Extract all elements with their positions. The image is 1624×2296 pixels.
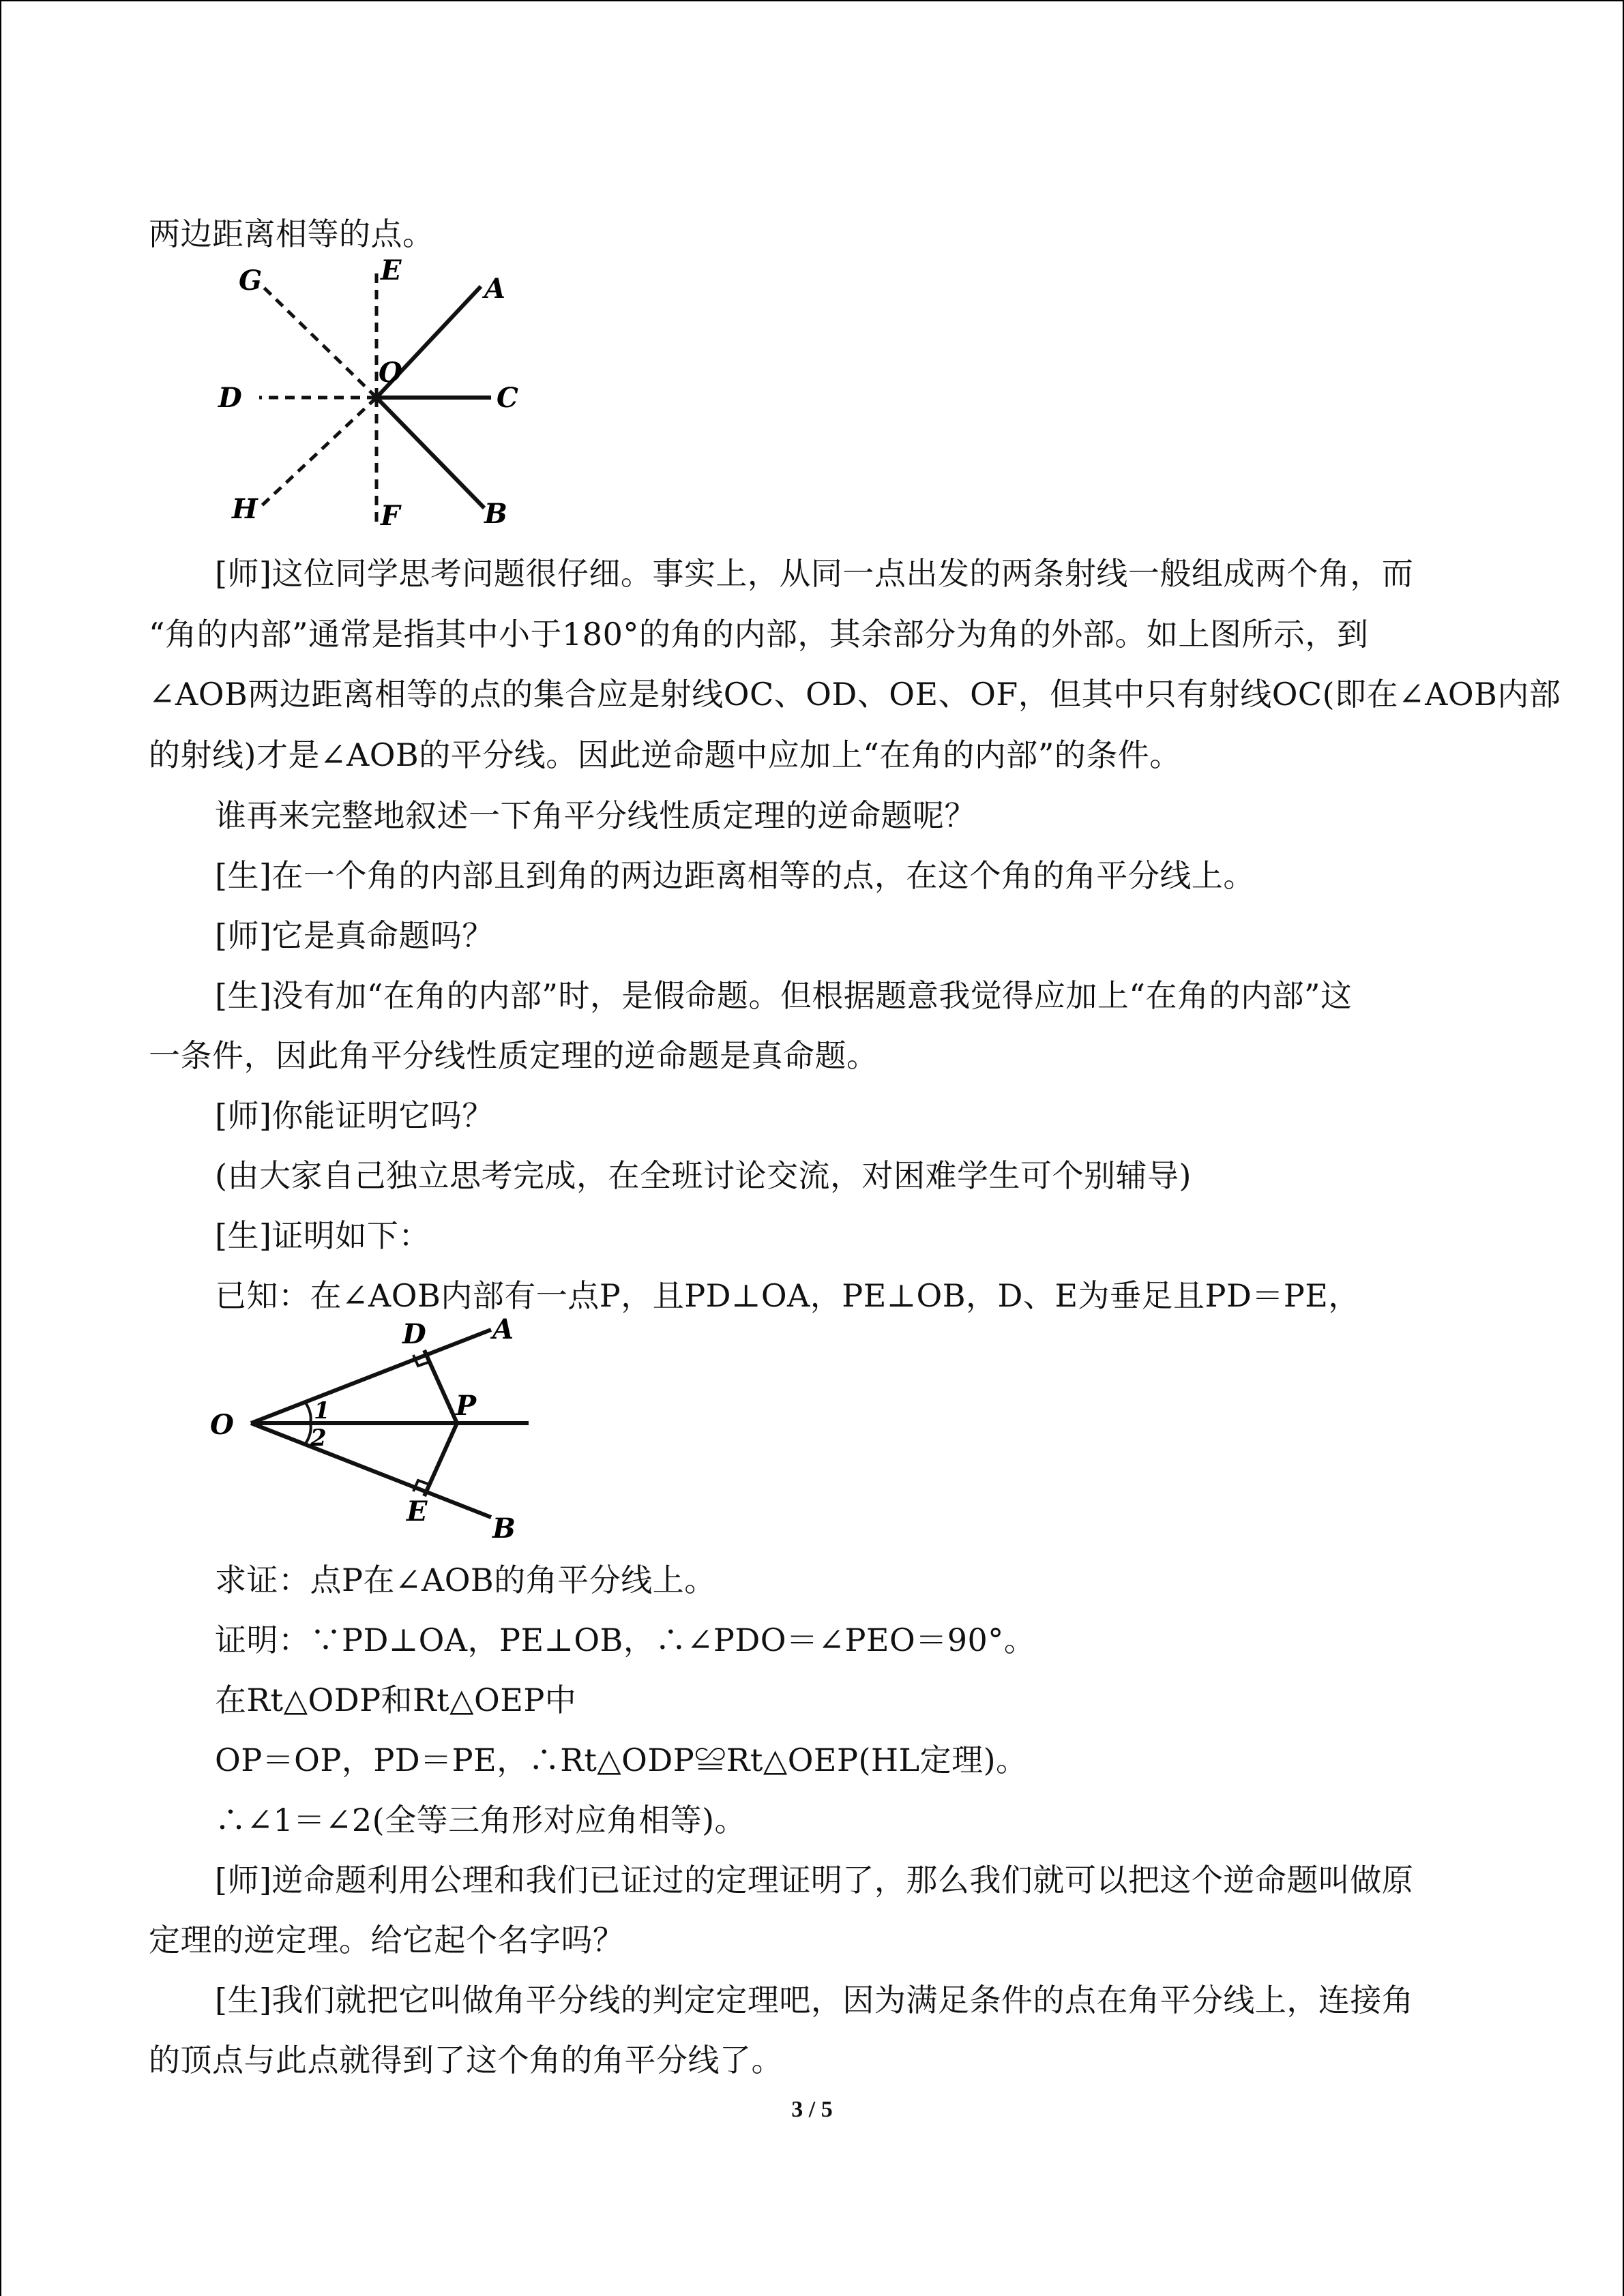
text-line: 的射线)才是∠AOB的平分线。因此逆命题中应加上“在角的内部”的条件。: [149, 736, 1181, 773]
text-line: 一条件，因此角平分线性质定理的逆命题是真命题。: [149, 1037, 879, 1074]
text-line: 证明：∵PD⊥OA，PE⊥OB，∴∠PDO＝∠PEO＝90°。: [215, 1622, 1036, 1658]
label-angle-1: 1: [314, 1397, 330, 1425]
label-b: B: [492, 1512, 516, 1545]
label-o: O: [210, 1409, 234, 1441]
ray-oh: [259, 398, 377, 508]
label-f: F: [381, 500, 400, 532]
text-line: [生]证明如下：: [215, 1217, 430, 1254]
text-line: [生]我们就把它叫做角平分线的判定定理吧，因为满足条件的点在角平分线上，连接角: [215, 1982, 1414, 2018]
label-e: E: [381, 256, 402, 286]
text-line: 的顶点与此点就得到了这个角的角平分线了。: [149, 2042, 783, 2078]
text-line: 在Rt△ODP和Rt△OEP中: [215, 1682, 577, 1718]
label-h: H: [232, 493, 258, 525]
text-line: 定理的逆定理。给它起个名字吗？: [149, 1922, 625, 1958]
text-line: [师]这位同学思考问题很仔细。事实上，从同一点出发的两条射线一般组成两个角，而: [215, 555, 1414, 592]
point-o: [372, 393, 381, 402]
page-number: 3 / 5: [791, 2097, 833, 2122]
label-a: A: [492, 1313, 514, 1345]
ray-ob: [251, 1423, 491, 1517]
label-e: E: [407, 1495, 428, 1527]
label-g: G: [239, 265, 263, 297]
angle-arc-1: [306, 1403, 311, 1423]
text-line: [师]你能证明它吗？: [215, 1097, 494, 1134]
text-line: 谁再来完整地叙述一下角平分线性质定理的逆命题呢？: [215, 797, 976, 834]
text-line: “角的内部”通常是指其中小于180°的角的内部，其余部分为角的外部。如上图所示，到: [149, 616, 1369, 653]
text-line: [师]逆命题利用公理和我们已证过的定理证明了，那么我们就可以把这个逆命题叫做原: [215, 1862, 1414, 1898]
label-c: C: [497, 382, 518, 414]
label-o: O: [379, 357, 402, 389]
text-line: 已知：在∠AOB内部有一点P，且PD⊥OA，PE⊥OB，D、E为垂足且PD＝PE，: [215, 1277, 1360, 1314]
text-line: 求证：点P在∠AOB的角平分线上。: [215, 1562, 716, 1598]
text-line: ∴∠1＝∠2(全等三角形对应角相等)。: [215, 1802, 747, 1838]
label-a: A: [484, 273, 506, 305]
angle-bisector-figure: [205, 1313, 587, 1548]
label-d: D: [218, 382, 242, 414]
text-line: (由大家自己独立思考完成，在全班讨论交流，对困难学生可个别辅导): [215, 1157, 1192, 1194]
ray-og: [259, 283, 377, 398]
label-d: D: [402, 1318, 426, 1350]
text-line: 两边距离相等的点。: [149, 215, 434, 252]
text-line: ∠AOB两边距离相等的点的集合应是射线OC、OD、OE、OF，但其中只有射线OC(即在∠AOB内部: [149, 676, 1561, 713]
rays-figure: [205, 256, 546, 542]
ray-ob: [377, 398, 484, 508]
text-line: [生]没有加“在角的内部”时，是假命题。但根据题意我觉得应加上“在角的内部”这: [215, 977, 1353, 1014]
label-p: P: [456, 1390, 477, 1422]
label-angle-2: 2: [310, 1425, 327, 1452]
text-line: OP＝OP，PD＝PE，∴Rt△ODP≌Rt△OEP(HL定理)。: [215, 1742, 1028, 1778]
label-b: B: [484, 498, 507, 530]
text-line: [师]它是真命题吗？: [215, 917, 494, 954]
text-line: [生]在一个角的内部且到角的两边距离相等的点，在这个角的角平分线上。: [215, 857, 1255, 894]
